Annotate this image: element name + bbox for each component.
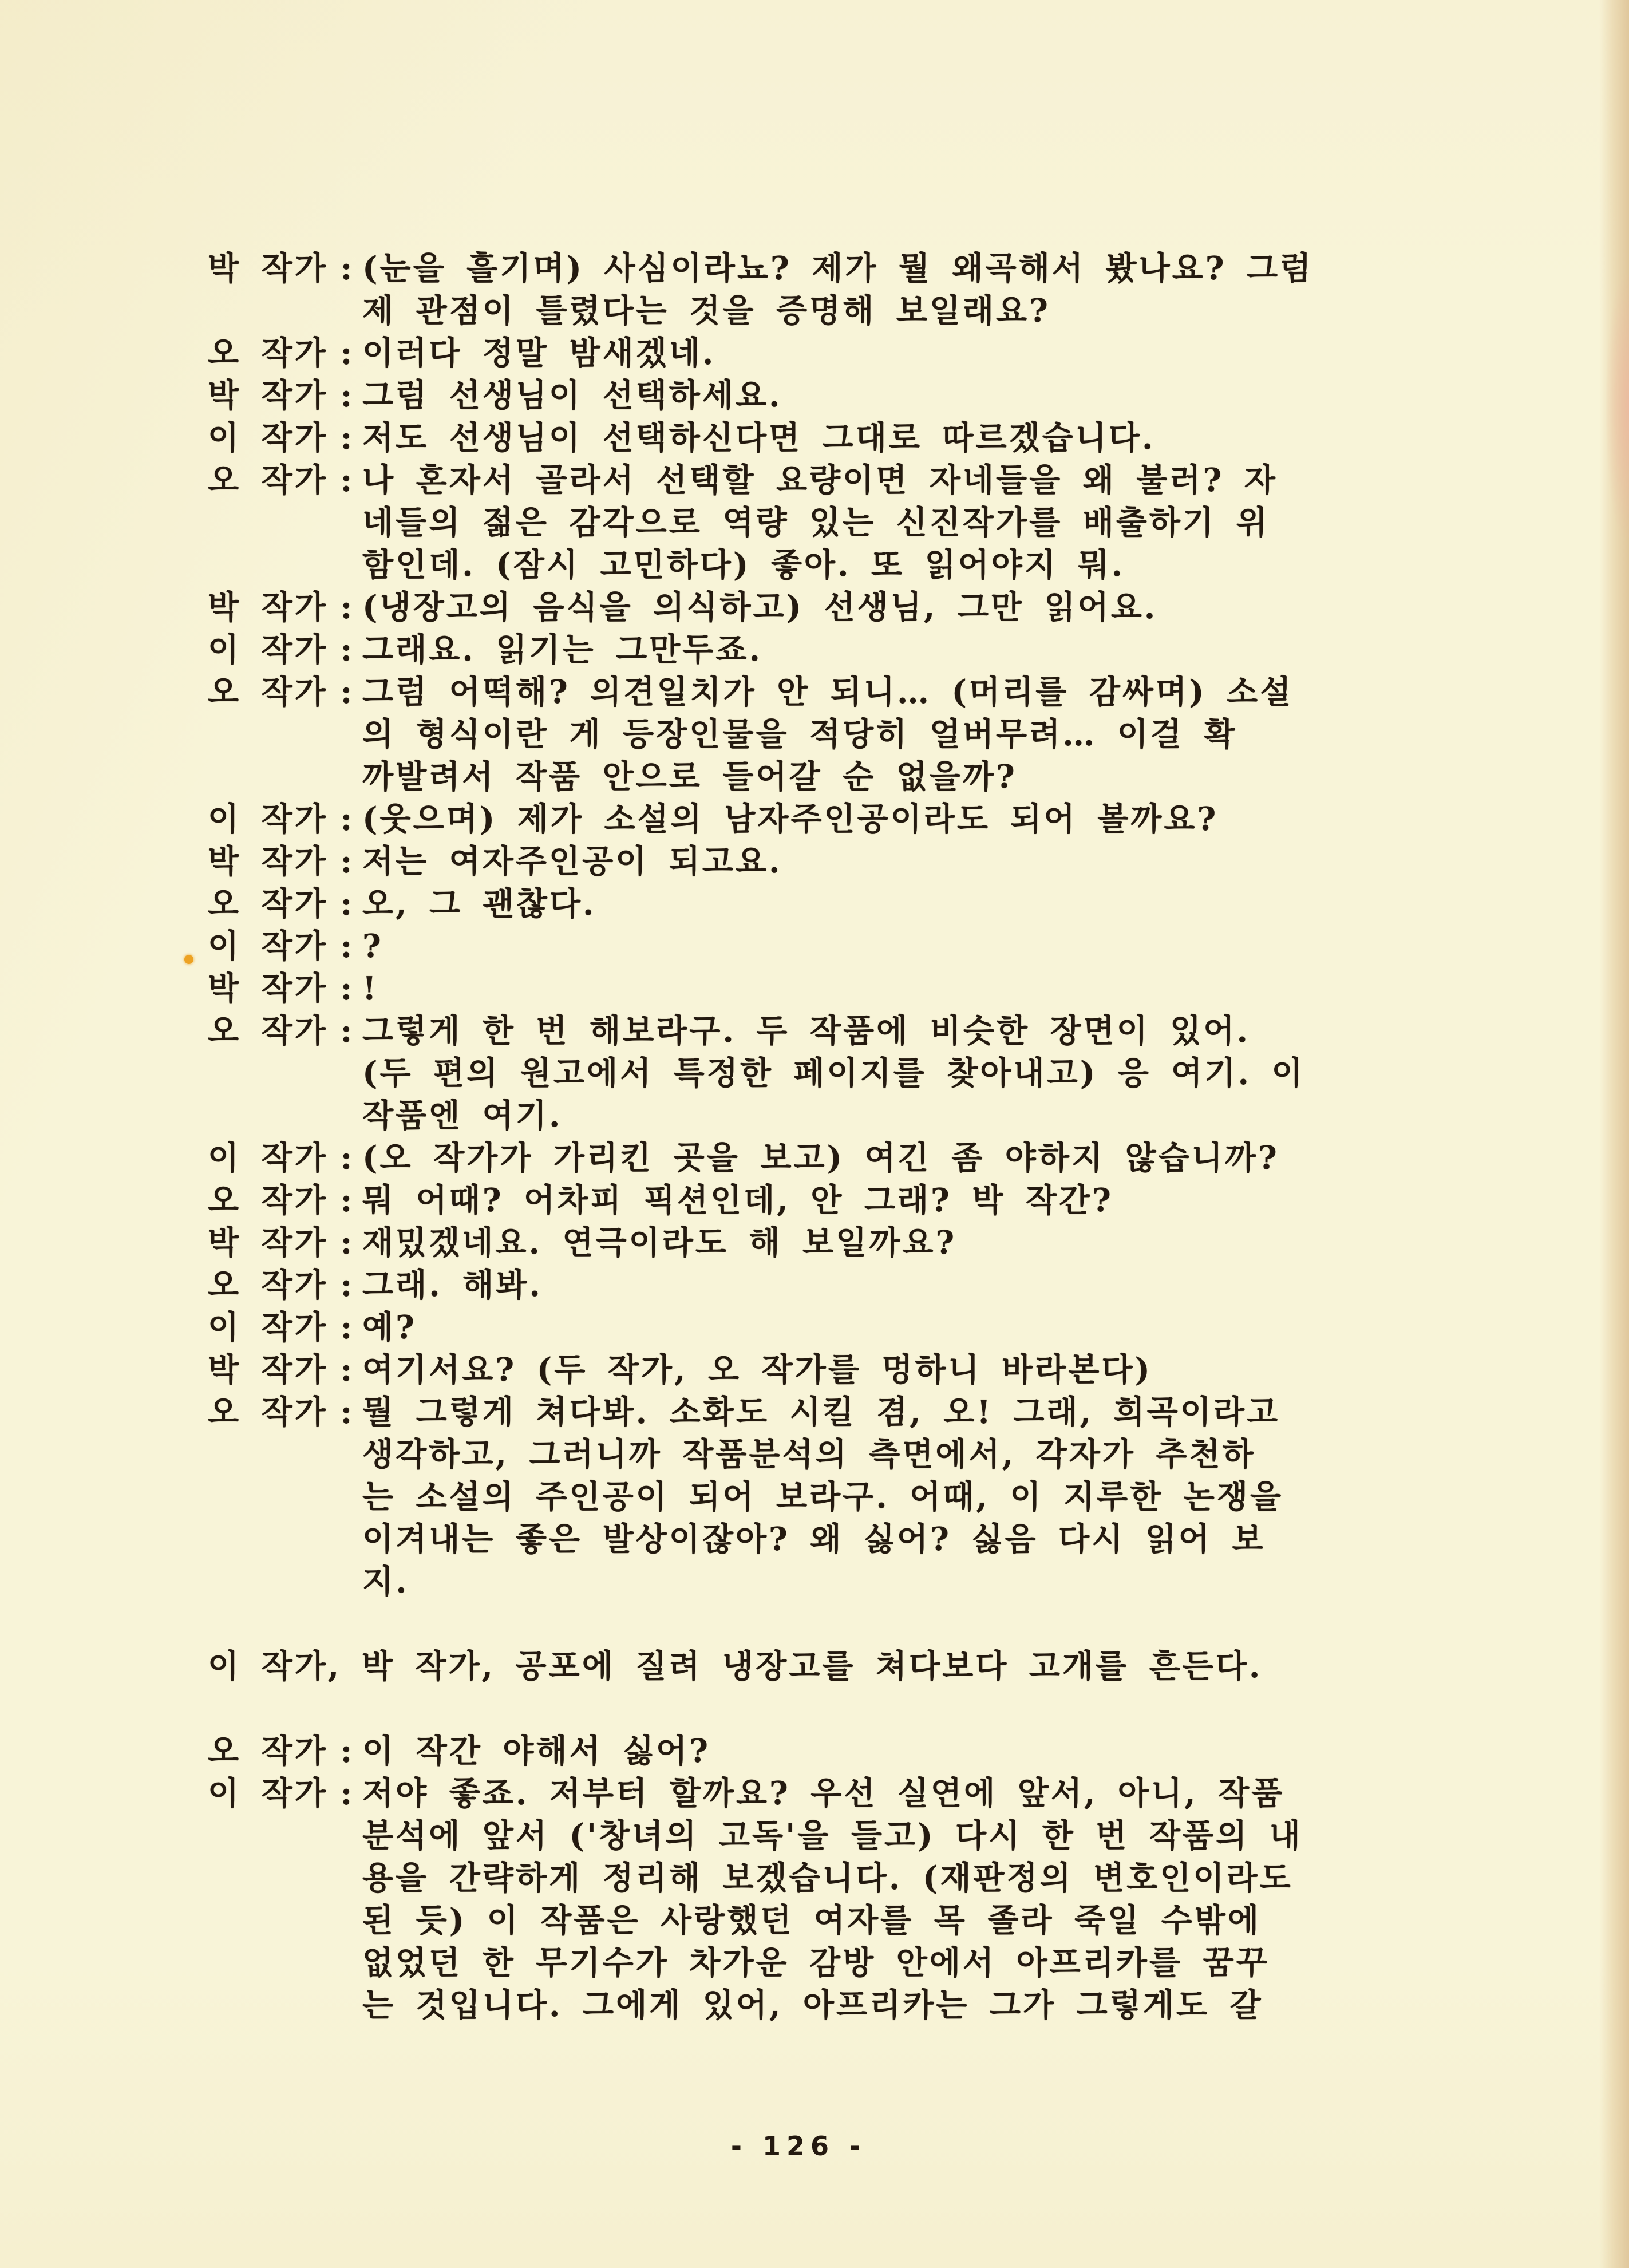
dialogue-text: ! bbox=[362, 970, 379, 1007]
dialogue-line bbox=[208, 629, 1387, 671]
dialogue-line bbox=[208, 374, 1387, 417]
speaker-colon: : bbox=[340, 461, 355, 499]
dialogue-continuation-line bbox=[362, 1857, 1387, 1899]
dialogue-line bbox=[208, 1010, 1387, 1052]
dialogue-continuation-line bbox=[362, 501, 1387, 544]
speaker-colon: : bbox=[340, 1351, 355, 1389]
speaker-label: 이 작가 bbox=[208, 800, 328, 838]
speaker-colon: : bbox=[340, 1309, 355, 1346]
dialogue-continuation-line bbox=[362, 713, 1387, 756]
speaker-label: 이 작가 bbox=[208, 927, 328, 965]
speaker-label: 박 작가 bbox=[208, 843, 328, 880]
speaker-label: 오 작가 bbox=[208, 673, 328, 711]
speaker-label: 이 작가 bbox=[208, 419, 328, 457]
speaker-label: 박 작가 bbox=[208, 377, 328, 414]
dialogue-text: (냉장고의 음식을 의식하고) 선생님, 그만 읽어요. bbox=[362, 588, 1158, 626]
dialogue-text: 까발려서 작품 안으로 들어갈 순 없을까? bbox=[362, 758, 1017, 796]
speaker-colon: : bbox=[340, 927, 355, 965]
dialogue-text: ? bbox=[362, 927, 383, 965]
dialogue-text: 그래요. 읽기는 그만두죠. bbox=[362, 631, 762, 669]
speaker-label: 오 작가 bbox=[208, 334, 328, 372]
dialogue-line bbox=[208, 1306, 1387, 1349]
dialogue-text: 네들의 젊은 감각으로 역량 있는 신진작가를 배출하기 위 bbox=[362, 504, 1270, 542]
speaker-label: 오 작가 bbox=[208, 461, 328, 499]
stage-direction: 이 작가, 박 작가, 공포에 질려 냉장고를 쳐다보다 고개를 흔든다. bbox=[208, 1647, 1263, 1685]
speaker-colon: : bbox=[340, 250, 355, 287]
dialogue-text: 지. bbox=[362, 1563, 409, 1601]
dialogue-line bbox=[208, 459, 1387, 501]
speaker-colon: : bbox=[340, 377, 355, 414]
speaker-colon: : bbox=[340, 970, 355, 1007]
dialogue-text: 는 소설의 주인공이 되어 보라구. 어때, 이 지루한 논쟁을 bbox=[362, 1478, 1284, 1516]
dialogue-line bbox=[208, 671, 1387, 713]
speaker-colon: : bbox=[340, 1182, 355, 1219]
dialogue-line bbox=[208, 1391, 1387, 1433]
dialogue-text: (두 편의 원고에서 특정한 페이지를 찾아내고) 응 여기. 이 bbox=[362, 1054, 1305, 1092]
dialogue-text: 이겨내는 좋은 발상이잖아? 왜 싫어? 싫음 다시 읽어 보 bbox=[362, 1520, 1266, 1558]
dialogue-continuation-line bbox=[362, 756, 1387, 798]
dialogue-continuation-line bbox=[362, 1095, 1387, 1137]
dialogue-text: 저는 여자주인공이 되고요. bbox=[362, 843, 782, 880]
dialogue-line bbox=[208, 1179, 1387, 1222]
dialogue-line bbox=[208, 417, 1387, 459]
dialogue-text: 제 관점이 틀렸다는 것을 증명해 보일래요? bbox=[362, 292, 1050, 330]
dialogue-continuation-line bbox=[362, 1942, 1387, 1984]
speaker-label: 오 작가 bbox=[208, 1732, 328, 1770]
dialogue-line bbox=[208, 1137, 1387, 1179]
dialogue-line bbox=[208, 332, 1387, 374]
dialogue-text: 용을 간략하게 정리해 보겠습니다. (재판정의 변호인이라도 bbox=[362, 1859, 1293, 1897]
speaker-colon: : bbox=[340, 588, 355, 626]
dialogue-text: 저야 좋죠. 저부터 할까요? 우선 실연에 앞서, 아니, 작품 bbox=[362, 1775, 1285, 1812]
dialogue-line bbox=[208, 798, 1387, 840]
dialogue-text: 함인데. (잠시 고민하다) 좋아. 또 읽어야지 뭐. bbox=[362, 546, 1125, 584]
speaker-label: 박 작가 bbox=[208, 588, 328, 626]
speaker-colon: : bbox=[340, 1139, 355, 1177]
dialogue-text: (눈을 흘기며) 사심이라뇨? 제가 뭘 왜곡해서 봤나요? 그럼 bbox=[362, 250, 1314, 287]
dialogue-line bbox=[208, 247, 1387, 290]
dialogue-text: 는 것입니다. 그에게 있어, 아프리카는 그가 그렇게도 갈 bbox=[362, 1986, 1263, 2024]
speaker-colon: : bbox=[340, 1266, 355, 1304]
dialogue-text: 뭘 그렇게 쳐다봐. 소화도 시킬 겸, 오! 그래, 희곡이라고 bbox=[362, 1393, 1280, 1431]
speaker-colon: : bbox=[340, 334, 355, 372]
dialogue-text: 작품엔 여기. bbox=[362, 1097, 563, 1135]
dialogue-continuation-line bbox=[362, 1518, 1387, 1560]
dialogue-line bbox=[208, 925, 1387, 967]
speaker-label: 오 작가 bbox=[208, 885, 328, 923]
dialogue-line bbox=[208, 840, 1387, 883]
dialogue-text: 그렇게 한 번 해보라구. 두 작품에 비슷한 장면이 있어. bbox=[362, 1012, 1250, 1050]
dialogue-line bbox=[208, 1349, 1387, 1391]
speaker-colon: : bbox=[340, 1012, 355, 1050]
dialogue-text: 된 듯) 이 작품은 사랑했던 여자를 목 졸라 죽일 수밖에 bbox=[362, 1902, 1261, 1939]
dialogue-text: 그럼 어떡해? 의견일치가 안 되니… (머리를 감싸며) 소설 bbox=[362, 673, 1294, 711]
dialogue-text: 없었던 한 무기수가 차가운 감방 안에서 아프리카를 꿈꾸 bbox=[362, 1944, 1270, 1982]
speaker-label: 이 작가 bbox=[208, 1775, 328, 1812]
speaker-label: 박 작가 bbox=[208, 250, 328, 287]
speaker-colon: : bbox=[340, 800, 355, 838]
dialogue-text: (오 작가가 가리킨 곳을 보고) 여긴 좀 야하지 않습니까? bbox=[362, 1139, 1279, 1177]
speaker-label: 이 작가 bbox=[208, 1309, 328, 1346]
stain-dot bbox=[184, 955, 193, 964]
paper-edge-blotch bbox=[1606, 275, 1629, 538]
speaker-label: 박 작가 bbox=[208, 1351, 328, 1389]
dialogue-continuation-line bbox=[362, 1899, 1387, 1942]
dialogue-text: 오, 그 괜찮다. bbox=[362, 885, 596, 923]
blank-line bbox=[208, 1603, 1387, 1645]
speaker-colon: : bbox=[340, 843, 355, 880]
dialogue-continuation-line bbox=[362, 1433, 1387, 1476]
dialogue-continuation-line bbox=[362, 1815, 1387, 1857]
speaker-label: 오 작가 bbox=[208, 1182, 328, 1219]
dialogue-text: 이러다 정말 밤새겠네. bbox=[362, 334, 716, 372]
script-body bbox=[208, 247, 1387, 2026]
speaker-colon: : bbox=[340, 885, 355, 923]
dialogue-text: 그래. 해봐. bbox=[362, 1266, 543, 1304]
speaker-label: 박 작가 bbox=[208, 1224, 328, 1262]
dialogue-continuation-line bbox=[362, 290, 1387, 332]
speaker-label: 오 작가 bbox=[208, 1266, 328, 1304]
dialogue-continuation-line bbox=[362, 1052, 1387, 1095]
dialogue-text: 이 작간 야해서 싫어? bbox=[362, 1732, 711, 1770]
speaker-colon: : bbox=[340, 673, 355, 711]
page-number: - 126 - bbox=[730, 2131, 867, 2162]
speaker-colon: : bbox=[340, 1732, 355, 1770]
dialogue-text: 예? bbox=[362, 1309, 417, 1346]
dialogue-line bbox=[208, 1264, 1387, 1306]
dialogue-text: 나 혼자서 골라서 선택할 요량이면 자네들을 왜 불러? 자 bbox=[362, 461, 1278, 499]
speaker-colon: : bbox=[340, 1393, 355, 1431]
speaker-label: 오 작가 bbox=[208, 1012, 328, 1050]
dialogue-line bbox=[208, 1222, 1387, 1264]
dialogue-text: 여기서요? (두 작가, 오 작가를 멍하니 바라본다) bbox=[362, 1351, 1153, 1389]
blank-line bbox=[208, 1688, 1387, 1730]
speaker-colon: : bbox=[340, 631, 355, 669]
dialogue-text: 분석에 앞서 ('창녀의 고독'을 들고) 다시 한 번 작품의 내 bbox=[362, 1817, 1303, 1855]
dialogue-line bbox=[208, 883, 1387, 925]
speaker-colon: : bbox=[340, 1775, 355, 1812]
dialogue-text: (웃으며) 제가 소설의 남자주인공이라도 되어 볼까요? bbox=[362, 800, 1219, 838]
dialogue-continuation-line bbox=[362, 1984, 1387, 2026]
speaker-colon: : bbox=[340, 419, 355, 457]
dialogue-continuation-line bbox=[362, 1476, 1387, 1518]
dialogue-text: 의 형식이란 게 등장인물을 적당히 얼버무려… 이걸 확 bbox=[362, 716, 1237, 753]
speaker-label: 오 작가 bbox=[208, 1393, 328, 1431]
speaker-label: 박 작가 bbox=[208, 970, 328, 1007]
dialogue-text: 뭐 어때? 어차피 픽션인데, 안 그래? 박 작간? bbox=[362, 1182, 1113, 1219]
dialogue-text: 재밌겠네요. 연극이라도 해 보일까요? bbox=[362, 1224, 957, 1262]
dialogue-continuation-line bbox=[362, 1560, 1387, 1603]
dialogue-line bbox=[208, 1730, 1387, 1772]
speaker-label: 이 작가 bbox=[208, 1139, 328, 1177]
dialogue-continuation-line bbox=[362, 544, 1387, 586]
dialogue-line bbox=[208, 586, 1387, 629]
speaker-label: 이 작가 bbox=[208, 631, 328, 669]
speaker-colon: : bbox=[340, 1224, 355, 1262]
dialogue-line bbox=[208, 1772, 1387, 1815]
dialogue-text: 생각하고, 그러니까 작품분석의 측면에서, 각자가 추천하 bbox=[362, 1436, 1256, 1473]
dialogue-text: 그럼 선생님이 선택하세요. bbox=[362, 377, 782, 414]
dialogue-text: 저도 선생님이 선택하신다면 그대로 따르겠습니다. bbox=[362, 419, 1156, 457]
dialogue-line bbox=[208, 967, 1387, 1010]
